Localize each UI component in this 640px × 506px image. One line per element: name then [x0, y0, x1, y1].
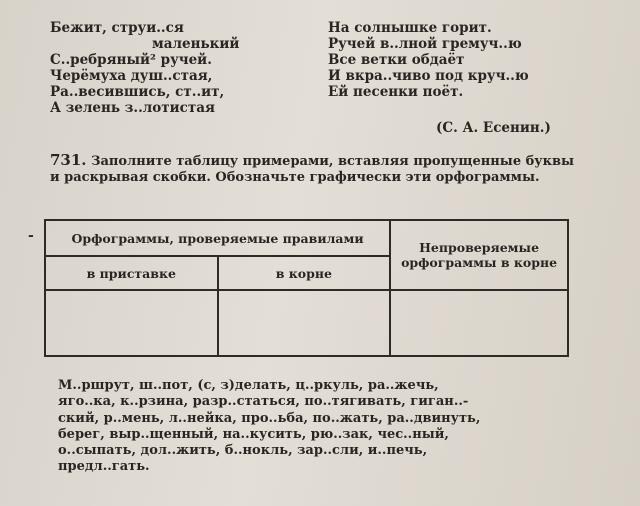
poem-line: маленький [152, 36, 240, 52]
poem-line: Ра..весившись, ст..ит, [50, 84, 225, 100]
word-line: ский, р..мень, л..нейка, про..ьба, по..жать, ра..двинуть, [58, 410, 481, 426]
poem-author: (С. А. Есенин.) [436, 120, 551, 136]
exercise-task [50, 152, 575, 186]
orthogram-table [44, 219, 569, 357]
empty-cell-unchecked[interactable] [390, 290, 568, 356]
poem-line: С..ребряный² ручей. [50, 52, 212, 68]
word-line: о..сыпать, дол..жить, б..нокль, зар..сли, и..печь, [58, 443, 428, 459]
exercise-text: Заполните таблицу примерами, вставляя пропущенные буквы и раскрывая скобки. Обозначьте графически эти орфограммы. [50, 154, 575, 185]
word-line: предл..гать. [58, 459, 150, 475]
poem-line: А зелень з..лотистая [50, 100, 215, 116]
poem-line: На солнышке горит. [328, 20, 492, 36]
word-line: берег, выр..щенный, на..кусить, рю..зак, чес..ный, [58, 426, 449, 442]
empty-cell-prefix[interactable] [45, 290, 218, 356]
empty-cell-root[interactable] [218, 290, 391, 356]
word-line: яго..ка, к..рзина, разр..статься, по..тягивать, гиган..- [58, 394, 469, 410]
word-list [58, 378, 578, 476]
poem-line: Ручей в..лной гремуч..ю [328, 36, 522, 52]
poem-line: Все ветки обдаёт [328, 52, 465, 68]
poem-line: И вкра..чиво под круч..ю [328, 68, 529, 84]
poem-line: Черёмуха душ..стая, [50, 68, 213, 84]
column-prefix: в приставке [45, 256, 218, 290]
poem-right-column [328, 20, 628, 100]
poem-line: Ей песенки поёт. [328, 84, 464, 100]
header-unchecked-orthograms: Непроверяемые орфограммы в корне [390, 220, 568, 290]
word-line: М..ршрут, ш..пот, (с, з)делать, ц..ркуль, ра..жечь, [58, 378, 439, 393]
poem-left-column [50, 20, 320, 116]
exercise-number: 731. [50, 151, 87, 169]
column-root: в корне [218, 256, 391, 290]
poem-line: Бежит, струи..ся [50, 20, 184, 36]
margin-dash: - [28, 228, 34, 244]
header-checked-orthograms: Орфограммы, проверяемые правилами [45, 220, 390, 256]
